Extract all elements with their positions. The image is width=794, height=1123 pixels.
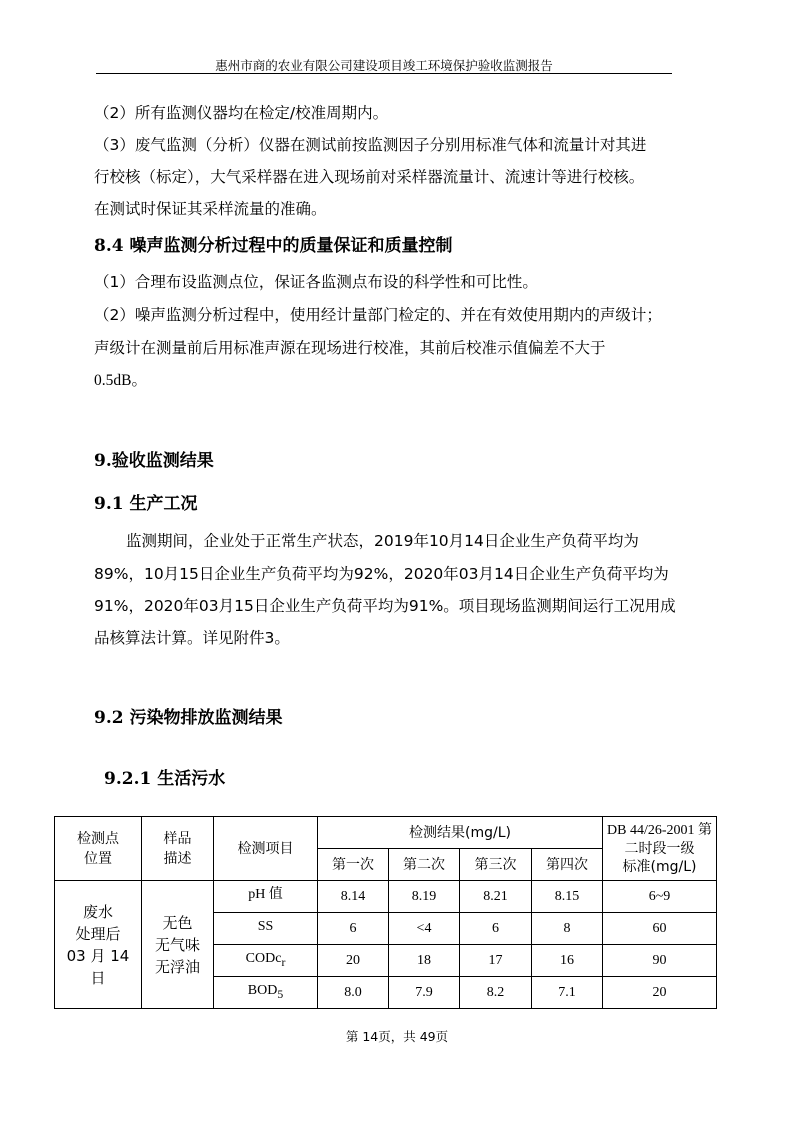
cell-standard: 60: [603, 913, 717, 945]
cell-standard: 20: [603, 977, 717, 1009]
header-cell-run: 第一次: [318, 849, 389, 881]
cell-value: 8.19: [389, 881, 460, 913]
paragraph-line: 89%，10月15日企业生产负荷平均为92%，2020年03月14日企业生产负荷平均为: [94, 565, 669, 583]
paragraph-line: （3）废气监测（分析）仪器在测试前按监测因子分别用标准气体和流量计对其进: [94, 136, 647, 154]
paragraph-line: 行校核（标定），大气采样器在进入现场前对采样器流量计、流速计等进行校核。: [94, 168, 645, 186]
section-heading-9-2-1: 9.2.1 生活污水: [104, 769, 226, 789]
header-cell-sample: 样品 描述: [142, 817, 214, 881]
paragraph-line: 声级计在测量前后用标准声源在现场进行校准，其前后校准示值偏差不大于: [94, 339, 606, 357]
cell-value: 20: [318, 945, 389, 977]
cell-value: 8: [532, 913, 603, 945]
cell-standard: 6~9: [603, 881, 717, 913]
cell-value: 6: [460, 913, 532, 945]
paragraph-line: 监测期间，企业处于正常生产状态，2019年10月14日企业生产负荷平均为: [126, 532, 639, 550]
paragraph-line: 91%，2020年03月15日企业生产负荷平均为91%。项目现场监测期间运行工况用成: [94, 597, 676, 615]
header-rule: [96, 73, 672, 74]
header-cell-run: 第二次: [389, 849, 460, 881]
page-number-footer: 第 14页，共 49页: [345, 1029, 449, 1044]
cell-item: pH 值: [214, 881, 318, 913]
paragraph-line: 品核算法计算。详见附件3。: [94, 629, 290, 647]
cell-value: 16: [532, 945, 603, 977]
paragraph-line: 0.5dB。: [94, 372, 147, 389]
header-cell-point: 检测点 位置: [55, 817, 142, 881]
cell-item: $BOD_5$: [214, 977, 318, 1009]
header-cell-item: 检测项目: [214, 817, 318, 881]
header-cell-run: 第三次: [460, 849, 532, 881]
cell-item: CODc$_r$: [214, 945, 318, 977]
paragraph-line: （2）所有监测仪器均在检定/校准周期内。: [94, 104, 389, 122]
cell-value: 8.14: [318, 881, 389, 913]
wastewater-results-table: [54, 816, 717, 1009]
cell-value: 8.2: [460, 977, 532, 1009]
section-heading-9-2: 9.2 污染物排放监测结果: [94, 708, 283, 728]
header-cell-standard: DB 44/26-2001 第 二时段一级 标准(mg/L): [603, 817, 717, 881]
cell-value: 6: [318, 913, 389, 945]
cell-value: 8.0: [318, 977, 389, 1009]
table-row: [55, 881, 717, 913]
report-header-title: 惠州市商的农业有限公司建设项目竣工环境保护验收监测报告: [215, 58, 553, 73]
cell-sample: 无色 无气味 无浮油: [142, 881, 214, 1009]
cell-value: 7.1: [532, 977, 603, 1009]
section-heading-9: 9.验收监测结果: [94, 451, 214, 471]
paragraph-line: （2）噪声监测分析过程中，使用经计量部门检定的、并在有效使用期内的声级计；: [94, 306, 662, 324]
cell-value: 7.9: [389, 977, 460, 1009]
cell-value: 18: [389, 945, 460, 977]
paragraph-line: 在测试时保证其采样流量的准确。: [94, 200, 327, 218]
header-cell-run: 第四次: [532, 849, 603, 881]
section-heading-8-4: 8.4 噪声监测分析过程中的质量保证和质量控制: [94, 236, 453, 256]
cell-value: <4: [389, 913, 460, 945]
cell-point: 废水 处理后 03 月 14 日: [55, 881, 142, 1009]
cell-value: 17: [460, 945, 532, 977]
cell-item: SS: [214, 913, 318, 945]
cell-value: 8.21: [460, 881, 532, 913]
cell-standard: 90: [603, 945, 717, 977]
header-cell-results: 检测结果(mg/L): [318, 817, 603, 849]
table-header-row: [55, 817, 717, 849]
section-heading-9-1: 9.1 生产工况: [94, 494, 198, 514]
paragraph-line: （1）合理布设监测点位，保证各监测点布设的科学性和可比性。: [94, 273, 538, 291]
cell-value: 8.15: [532, 881, 603, 913]
